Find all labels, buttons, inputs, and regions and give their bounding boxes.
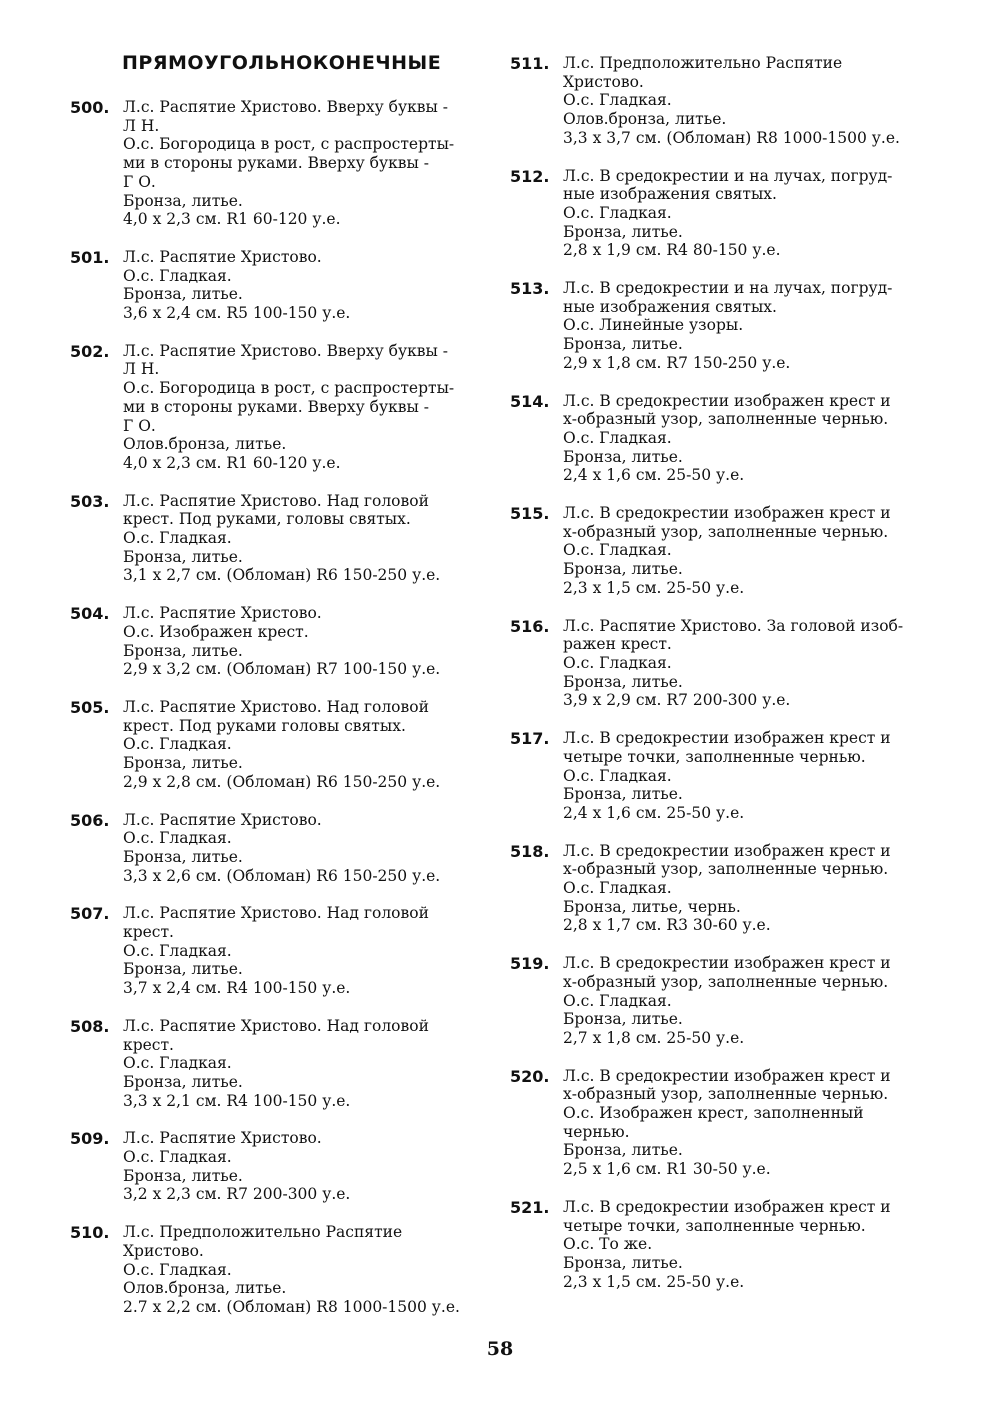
entry-number: 502. <box>70 341 110 361</box>
entry-line: Бронза, литье. <box>563 1010 683 1029</box>
entry-description <box>123 98 500 229</box>
entry-line: Л.с. Распятие Христово. <box>123 810 322 829</box>
entry-line: О.с. Гладкая. <box>563 203 672 222</box>
entry-line: О.с. Богородица в рост, с распростерты- <box>123 135 455 154</box>
entry-line: Л.с. В средокрестии изображен крест и <box>563 504 891 523</box>
entry-description <box>563 617 950 711</box>
entry-line: Л.с. Предположительно Распятие <box>123 1223 403 1242</box>
catalog-entry <box>70 1017 500 1111</box>
entry-description <box>563 167 950 261</box>
entry-number: 509. <box>70 1129 110 1149</box>
entry-line: Бронза, литье. <box>123 191 243 210</box>
entry-line: 2,3 x 1,5 см. 25-50 у.е. <box>563 1272 745 1291</box>
entry-number: 512. <box>510 166 550 186</box>
entry-number: 507. <box>70 904 110 924</box>
entry-line: Л.с. Распятие Христово. За головой изоб- <box>563 616 904 635</box>
entry-number: 508. <box>70 1016 110 1036</box>
entry-line: 4,0 x 2,3 см. R1 60-120 у.е. <box>123 210 341 229</box>
entry-line: 2,9 x 3,2 см. (Обломан) R7 100-150 у.е. <box>123 660 441 679</box>
entry-line: Л.с. Распятие Христово. <box>123 1129 322 1148</box>
entry-line: ные изображения святых. <box>563 185 777 204</box>
entry-line: О.с. Гладкая. <box>563 879 672 898</box>
entry-line: Л.с. В средокрестии изображен крест и <box>563 954 891 973</box>
entry-line: 2,4 x 1,6 см. 25-50 у.е. <box>563 466 745 485</box>
entry-line: Л.с. Распятие Христово. Над головой <box>123 904 429 923</box>
entry-line: Бронза, литье. <box>123 285 243 304</box>
entry-line: х-образный узор, заполненные чернью. <box>563 522 889 541</box>
entry-description <box>563 729 950 823</box>
entry-line: ми в стороны руками. Вверху буквы - <box>123 154 429 173</box>
entry-line: Христово. <box>123 1241 204 1260</box>
entry-line: 3,7 x 2,4 см. R4 100-150 у.е. <box>123 979 351 998</box>
entry-line: Бронза, литье. <box>563 1253 683 1272</box>
entry-line: чернью. <box>563 1122 630 1141</box>
entry-line: 2,7 x 1,8 см. 25-50 у.е. <box>563 1028 745 1047</box>
entry-line: 2.7 x 2,2 см. (Обломан) R8 1000-1500 у.е. <box>123 1297 460 1316</box>
catalog-entry <box>70 98 500 229</box>
entry-line: 2,8 x 1,9 см. R4 80-150 у.е. <box>563 241 781 260</box>
entry-line: Бронза, литье. <box>123 960 243 979</box>
entry-number: 505. <box>70 697 110 717</box>
entry-line: Олов.бронза, литье. <box>123 1279 287 1298</box>
entry-line: О.с. Гладкая. <box>123 829 232 848</box>
entry-number: 510. <box>70 1223 110 1243</box>
entry-line: Бронза, литье. <box>123 547 243 566</box>
entry-description <box>123 492 500 586</box>
entry-number: 514. <box>510 391 550 411</box>
entry-line: О.с. Гладкая. <box>123 529 232 548</box>
entry-line: Бронза, литье. <box>123 1166 243 1185</box>
catalog-entry <box>70 904 500 998</box>
entry-line: крест. Под руками головы святых. <box>123 716 406 735</box>
catalog-entry <box>70 248 500 323</box>
entry-line: О.с. Гладкая. <box>563 428 672 447</box>
entry-description <box>563 54 950 148</box>
catalog-entry <box>70 698 500 792</box>
entry-line: ми в стороны руками. Вверху буквы - <box>123 397 429 416</box>
catalog-entry <box>510 842 950 936</box>
entry-line: 3,2 x 2,3 см. R7 200-300 у.е. <box>123 1185 351 1204</box>
entry-number: 519. <box>510 954 550 974</box>
entry-number: 501. <box>70 247 110 267</box>
entry-line: Л.с. В средокрестии и на лучах, погруд- <box>563 166 893 185</box>
entry-line: 2,3 x 1,5 см. 25-50 у.е. <box>563 578 745 597</box>
entry-number: 504. <box>70 604 110 624</box>
entry-line: крест. <box>123 923 174 942</box>
entry-line: О.с. Изображен крест, заполненный <box>563 1104 864 1123</box>
entry-line: О.с. Гладкая. <box>123 1260 232 1279</box>
entry-line: Олов.бронза, литье. <box>123 435 287 454</box>
entry-line: Л.с. В средокрестии и на лучах, погруд- <box>563 279 893 298</box>
entry-line: Л Н. <box>123 360 160 379</box>
catalog-entry <box>70 604 500 679</box>
catalog-entry <box>510 1067 950 1179</box>
entry-line: Бронза, литье. <box>563 447 683 466</box>
entry-number: 513. <box>510 279 550 299</box>
entry-line: 2,4 x 1,6 см. 25-50 у.е. <box>563 803 745 822</box>
entry-line: О.с. Гладкая. <box>563 991 672 1010</box>
entry-line: О.с. Гладкая. <box>563 541 672 560</box>
entry-line: Л.с. В средокрестии изображен крест и <box>563 841 891 860</box>
entry-line: Бронза, литье. <box>563 672 683 691</box>
entry-line: ражен крест. <box>563 635 672 654</box>
entry-line: О.с. Гладкая. <box>123 941 232 960</box>
entry-description <box>123 1017 500 1111</box>
entry-line: Л.с. В средокрестии изображен крест и <box>563 1197 891 1216</box>
entry-line: Бронза, литье. <box>563 785 683 804</box>
left-column <box>70 98 500 1336</box>
entry-description <box>123 342 500 473</box>
entry-description <box>563 1067 950 1179</box>
entry-line: крест. Под руками, головы святых. <box>123 510 411 529</box>
entry-line: Л.с. Распятие Христово. Вверху буквы - <box>123 341 449 360</box>
entry-line: Л.с. Распятие Христово. Над головой <box>123 1016 429 1035</box>
entry-description <box>563 392 950 486</box>
entry-line: 3,3 x 3,7 см. (Обломан) R8 1000-1500 у.е. <box>563 128 900 147</box>
catalog-entry <box>70 1223 500 1317</box>
entry-line: 2,8 x 1,7 см. R3 30-60 у.е. <box>563 916 771 935</box>
catalog-entry <box>510 954 950 1048</box>
entry-line: 2,5 x 1,6 см. R1 30-50 у.е. <box>563 1160 771 1179</box>
entry-line: 3,3 x 2,1 см. R4 100-150 у.е. <box>123 1091 351 1110</box>
entry-line: Олов.бронза, литье. <box>563 110 727 129</box>
entry-number: 516. <box>510 616 550 636</box>
entry-number: 518. <box>510 841 550 861</box>
entry-line: Бронза, литье. <box>123 847 243 866</box>
entry-description <box>123 1223 500 1317</box>
entry-number: 503. <box>70 491 110 511</box>
entry-line: 3,3 x 2,6 см. (Обломан) R6 150-250 у.е. <box>123 866 441 885</box>
catalog-entry <box>510 1198 950 1292</box>
entry-line: О.с. Богородица в рост, с распростерты- <box>123 379 455 398</box>
catalog-entry <box>510 392 950 486</box>
entry-line: О.с. Гладкая. <box>123 1148 232 1167</box>
entry-description <box>563 1198 950 1292</box>
entry-line: Бронза, литье. <box>563 222 683 241</box>
catalog-entry <box>510 729 950 823</box>
entry-line: Л.с. Распятие Христово. <box>123 604 322 623</box>
entry-line: О.с. Линейные узоры. <box>563 316 744 335</box>
entry-line: Л.с. Распятие Христово. Вверху буквы - <box>123 98 449 116</box>
catalog-entry <box>70 342 500 473</box>
entry-line: х-образный узор, заполненные чернью. <box>563 410 889 429</box>
entry-line: четыре точки, заполненные чернью. <box>563 1216 866 1235</box>
entry-number: 520. <box>510 1066 550 1086</box>
entry-line: О.с. Гладкая. <box>563 653 672 672</box>
entry-line: Л.с. Распятие Христово. Над головой <box>123 491 429 510</box>
entry-line: О.с. Изображен крест. <box>123 622 309 641</box>
catalog-entry <box>510 617 950 711</box>
entry-line: Г О. <box>123 416 156 435</box>
entry-line: Бронза, литье. <box>123 1072 243 1091</box>
catalog-entry <box>70 492 500 586</box>
catalog-entry <box>510 167 950 261</box>
catalog-entry <box>510 504 950 598</box>
entry-line: Христово. <box>563 72 644 91</box>
entry-line: О.с. То же. <box>563 1235 653 1254</box>
entry-line: Бронза, литье. <box>563 560 683 579</box>
entry-description <box>123 248 500 323</box>
entry-line: Л.с. Предположительно Распятие <box>563 54 843 72</box>
entry-number: 500. <box>70 98 110 117</box>
entry-number: 515. <box>510 504 550 524</box>
entry-line: 3,9 x 2,9 см. R7 200-300 у.е. <box>563 691 791 710</box>
entry-line: О.с. Гладкая. <box>123 266 232 285</box>
entry-line: крест. <box>123 1035 174 1054</box>
entry-line: Бронза, литье. <box>123 754 243 773</box>
entry-number: 521. <box>510 1197 550 1217</box>
entry-line: Бронза, литье. <box>563 1141 683 1160</box>
entry-line: Г О. <box>123 172 156 191</box>
entry-description <box>563 279 950 373</box>
entry-line: Л.с. В средокрестии изображен крест и <box>563 729 891 748</box>
entry-description <box>123 811 500 886</box>
entry-line: х-образный узор, заполненные чернью. <box>563 860 889 879</box>
entry-line: Л.с. Распятие Христово. <box>123 247 322 266</box>
entry-line: Л.с. В средокрестии изображен крест и <box>563 391 891 410</box>
entry-line: Бронза, литье. <box>123 641 243 660</box>
entry-description <box>123 604 500 679</box>
entry-description <box>563 504 950 598</box>
entry-line: х-образный узор, заполненные чернью. <box>563 1085 889 1104</box>
entry-description <box>123 904 500 998</box>
right-column <box>510 54 950 1310</box>
entry-number: 511. <box>510 54 550 73</box>
entry-line: Бронза, литье, чернь. <box>563 897 741 916</box>
entry-line: Бронза, литье. <box>563 335 683 354</box>
entry-line: 2,9 x 2,8 см. (Обломан) R6 150-250 у.е. <box>123 772 441 791</box>
entry-line: 3,6 x 2,4 см. R5 100-150 у.е. <box>123 304 351 323</box>
entry-line: 2,9 x 1,8 см. R7 150-250 у.е. <box>563 353 791 372</box>
entry-line: О.с. Гладкая. <box>563 766 672 785</box>
entry-description <box>563 954 950 1048</box>
entry-line: 3,1 x 2,7 см. (Обломан) R6 150-250 у.е. <box>123 566 441 585</box>
entry-line: ные изображения святых. <box>563 297 777 316</box>
entry-description <box>123 698 500 792</box>
entry-line: 4,0 x 2,3 см. R1 60-120 у.е. <box>123 453 341 472</box>
entry-line: О.с. Гладкая. <box>123 1054 232 1073</box>
entry-line: Л Н. <box>123 116 160 135</box>
entry-line: О.с. Гладкая. <box>563 91 672 110</box>
entry-line: Л.с. Распятие Христово. Над головой <box>123 697 429 716</box>
catalog-entry <box>70 1129 500 1204</box>
entry-number: 506. <box>70 810 110 830</box>
catalog-entry <box>510 54 950 148</box>
catalog-entry <box>510 279 950 373</box>
entry-description <box>123 1129 500 1204</box>
page-number: 58 <box>486 1338 514 1360</box>
catalog-entry <box>70 811 500 886</box>
entry-description <box>563 842 950 936</box>
entry-line: х-образный узор, заполненные чернью. <box>563 972 889 991</box>
entry-line: четыре точки, заполненные чернью. <box>563 747 866 766</box>
entry-line: Л.с. В средокрестии изображен крест и <box>563 1066 891 1085</box>
entry-line: О.с. Гладкая. <box>123 735 232 754</box>
section-title: ПРЯМОУГОЛЬНОКОНЕЧНЫЕ <box>122 52 442 74</box>
entry-number: 517. <box>510 729 550 749</box>
